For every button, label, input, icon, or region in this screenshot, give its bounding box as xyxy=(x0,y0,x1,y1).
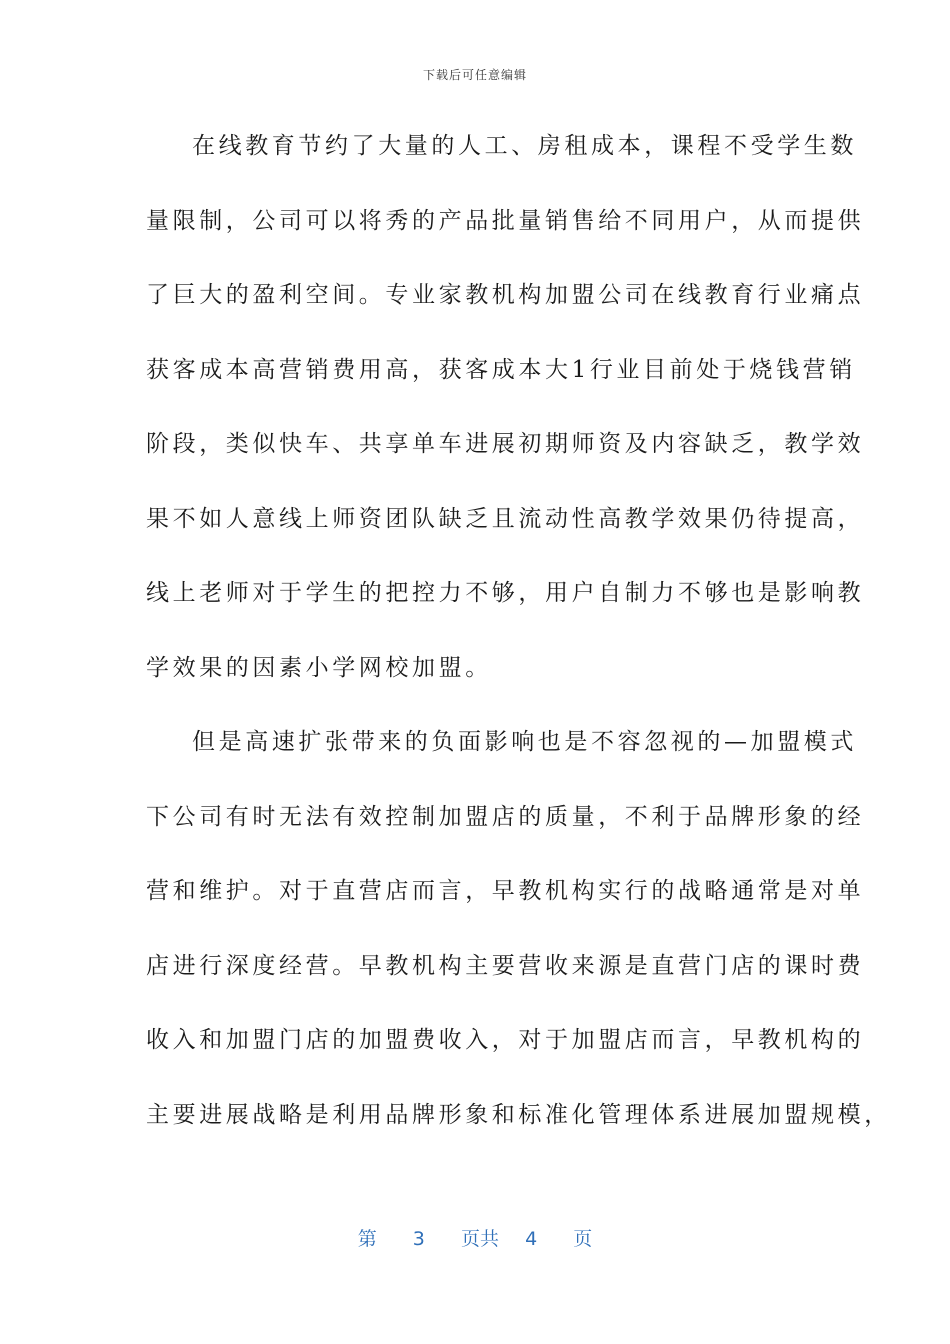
footer-total-pages: 4 xyxy=(525,1228,538,1250)
footer-prefix: 第 xyxy=(357,1228,377,1250)
paragraph-line: 店进行深度经营。早教机构主要营收来源是直营门店的课时费 xyxy=(146,952,865,979)
header-note: 下载后可任意编辑 xyxy=(422,68,527,82)
paragraph-line: 下公司有时无法有效控制加盟店的质量，不利于品牌形象的经 xyxy=(146,803,865,830)
paragraph-line: 营和维护。对于直营店而言，早教机构实行的战略通常是对单 xyxy=(146,878,865,904)
footer-middle: 页共 xyxy=(460,1228,499,1250)
page-footer xyxy=(0,1224,950,1251)
document-body xyxy=(146,118,891,1161)
paragraph-1 xyxy=(146,118,865,714)
paragraph-line: 但是高速扩张带来的负面影响也是不容忽视的—加盟模式 xyxy=(192,729,857,755)
footer-suffix: 页 xyxy=(573,1228,593,1250)
paragraph-line: 了巨大的盈利空间。专业家教机构加盟公司在线教育行业痛点 xyxy=(146,282,865,308)
paragraph-line: 学效果的因素小学网校加盟。 xyxy=(146,654,492,681)
paragraph-line: 获客成本高营销费用高，获客成本大1行业目前处于烧钱营销 xyxy=(146,356,856,383)
paragraph-line: 阶段，类似快车、共享单车进展初期师资及内容缺乏，教学效 xyxy=(146,431,865,457)
footer-page-number: 3 xyxy=(412,1228,425,1250)
paragraph-line: 线上老师对于学生的把控力不够，用户自制力不够也是影响教 xyxy=(146,580,865,606)
paragraph-line: 主要进展战略是利用品牌形象和标准化管理体系进展加盟规模， xyxy=(146,1101,891,1128)
paragraph-line: 在线教育节约了大量的人工、房租成本，课程不受学生数 xyxy=(192,133,857,159)
paragraph-line: 量限制，公司可以将秀的产品批量销售给不同用户，从而提供 xyxy=(146,207,865,234)
paragraph-line: 果不如人意线上师资团队缺乏且流动性高教学效果仍待提高， xyxy=(146,505,865,532)
paragraph-2 xyxy=(146,714,891,1161)
paragraph-line: 收入和加盟门店的加盟费收入，对于加盟店而言，早教机构的 xyxy=(146,1027,865,1053)
